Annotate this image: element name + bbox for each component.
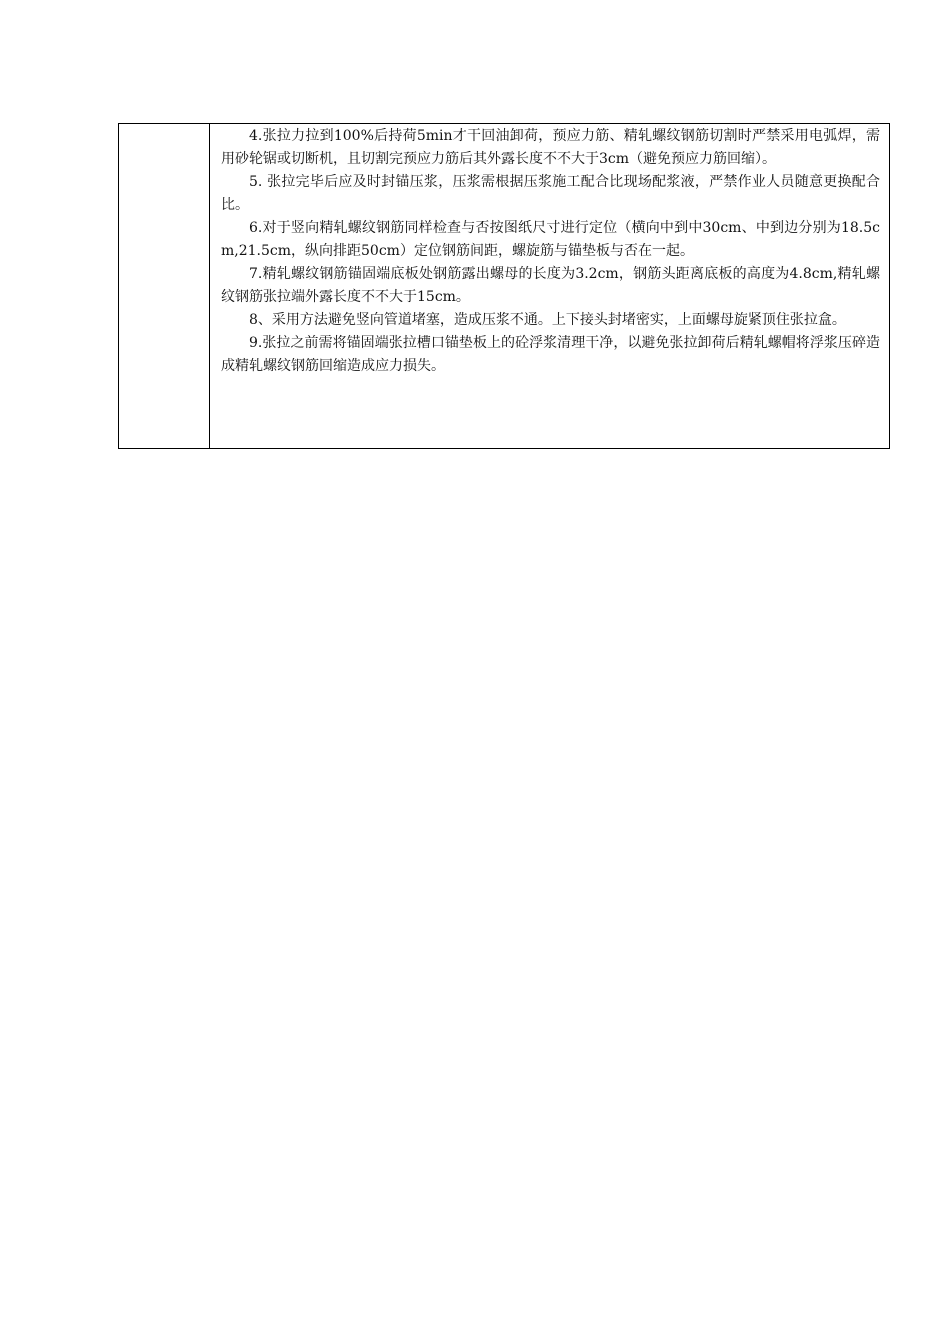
table-label-cell <box>119 124 210 449</box>
table-row <box>119 124 890 449</box>
requirements-table <box>118 123 890 449</box>
paragraph-item-7: 7.精轧螺纹钢筋锚固端底板处钢筋露出螺母的长度为3.2cm，钢筋头距离底板的高度为4.8cm,精轧螺纹钢筋张拉端外露长度不不大于15cm。 <box>221 266 880 305</box>
table-content-cell <box>210 124 890 449</box>
content-paragraphs <box>210 124 889 378</box>
paragraph-item-6: 6.对于竖向精轧螺纹钢筋同样检查与否按图纸尺寸进行定位（横向中到中30cm、中到边分别为18.5cm,21.5cm，纵向排距50cm）定位钢筋间距，螺旋筋与锚垫板与否在一起。 <box>221 220 880 259</box>
paragraph-item-4: 4.张拉力拉到100%后持荷5min才干回油卸荷，预应力筋、精轧螺纹钢筋切割时严禁采用电弧焊，需用砂轮锯或切断机，且切割完预应力筋后其外露长度不不大于3cm（避免预应力筋回缩）。 <box>221 128 880 167</box>
paragraph-item-9: 9.张拉之前需将锚固端张拉槽口锚垫板上的砼浮浆清理干净，以避免张拉卸荷后精轧螺帽将浮浆压碎造成精轧螺纹钢筋回缩造成应力损失。 <box>221 335 880 374</box>
paragraph-item-5: 5. 张拉完毕后应及时封锚压浆，压浆需根据压浆施工配合比现场配浆液，严禁作业人员随意更换配合比。 <box>221 174 880 213</box>
paragraph-item-8: 8、采用方法避免竖向管道堵塞，造成压浆不通。上下接头封堵密实，上面螺母旋紧顶住张拉盒。 <box>249 312 846 328</box>
